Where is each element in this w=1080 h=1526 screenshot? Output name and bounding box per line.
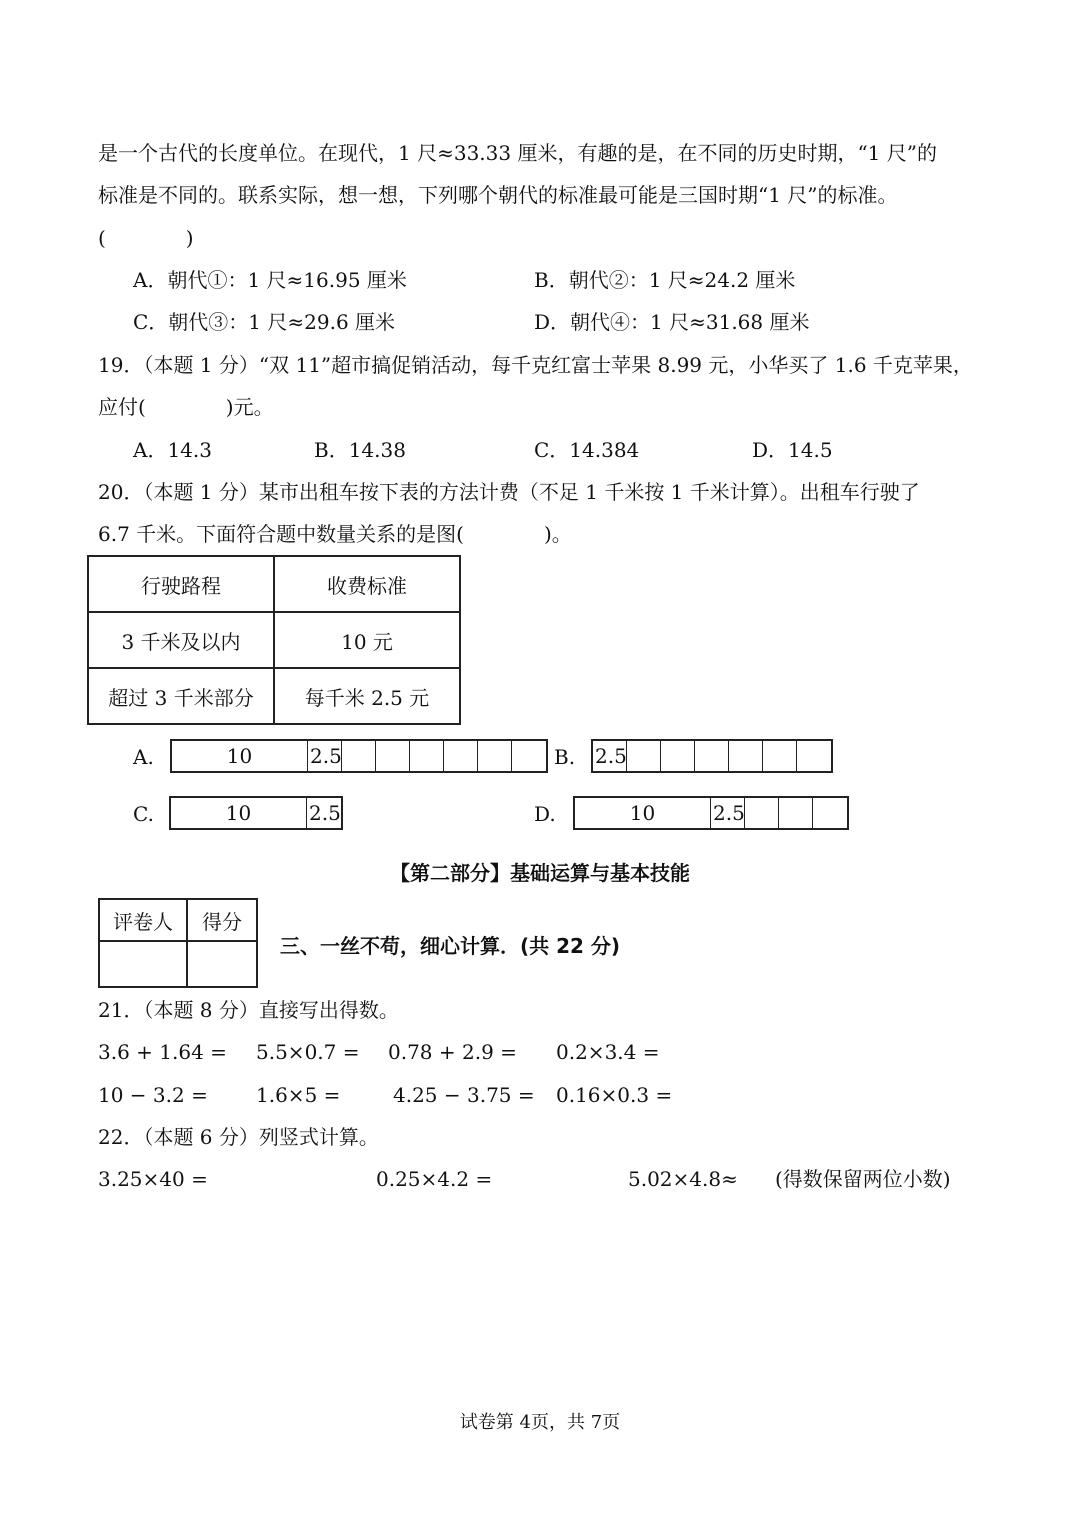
fare-table-cell: 10 元 [274,612,460,668]
bar-extra-km-cell [729,741,763,771]
bar-extra-km-cell [813,798,847,828]
fare-table-row [88,612,460,668]
grader-header-row [99,899,257,941]
grader-blank-row [99,941,257,987]
fare-table-cell: 每千米 2.5 元 [274,668,460,724]
bar-extra-km-cell [627,741,661,771]
q21-expr: 0.78 + 2.9 = [388,1040,517,1064]
q20-text-line1: 20．（本题 1 分）某市出租车按下表的方法计费（不足 1 千米按 1 千米计算）。出租车行驶了 [98,480,920,504]
q20-option-d-label: D. [534,802,556,826]
bar-extra-km-cell [695,741,729,771]
q20-option-b-label: B. [554,745,576,769]
q18-answer-blank: ( ) [98,226,194,250]
q22-expr: 5.02×4.8≈ [628,1167,738,1191]
q21-expr: 4.25 − 3.75 = [393,1083,535,1107]
fare-table-header-row [88,556,460,612]
q18-text-line1: 是一个古代的长度单位。在现代，1 尺≈33.33 厘米，有趣的是，在不同的历史时期，“1 尺”的 [98,141,937,165]
bar-extra-km-cell [745,798,779,828]
q18-option-d: D．朝代④：1 尺≈31.68 厘米 [534,310,810,334]
q21-expr: 5.5×0.7 = [256,1040,360,1064]
q20-option-b-diagram [591,739,833,773]
score-label: 得分 [187,899,257,941]
q20-text-line2: 6.7 千米。下面符合题中数量关系的是图( )。 [98,522,572,546]
bar-extra-km-cell [779,798,813,828]
q22-expr: 0.25×4.2 = [376,1167,493,1191]
page-footer: 试卷第 4页，共 7页 [459,1412,621,1433]
bar-extra-km-cell [342,741,376,771]
q19-option-b: B．14.38 [314,438,406,462]
q19-text-line2: 应付( )元。 [98,395,274,419]
bar-base-fare-cell: 10 [575,798,711,828]
bar-extra-km-cell [661,741,695,771]
part2-title: 【第二部分】基础运算与基本技能 [390,861,690,885]
bar-extra-km-cell [512,741,546,771]
q22-title: 22．（本题 6 分）列竖式计算。 [98,1125,379,1149]
bar-extra-km-cell: 2.5 [309,801,341,825]
q19-text-line1: 19．（本题 1 分）“双 11”超市搞促销活动，每千克红富士苹果 8.99 元，小华买了 1.6 千克苹果， [98,353,973,377]
q20-option-a-label: A. [133,745,154,769]
grader-blank-cell [99,941,187,987]
q22-rounding-note: (得数保留两位小数) [775,1167,951,1191]
bar-extra-km-cell [797,741,831,771]
q18-option-c: C．朝代③：1 尺≈29.6 厘米 [133,310,396,334]
fare-table-cell: 3 千米及以内 [88,612,274,668]
q20-option-d-diagram [573,796,849,830]
bar-extra-km-cell: 2.5 [308,741,342,771]
q21-expr: 0.2×3.4 = [556,1040,660,1064]
q18-option-b: B．朝代②：1 尺≈24.2 厘米 [534,268,796,292]
bar-base-fare-cell: 10 [172,741,308,771]
q19-option-c: C．14.384 [534,438,640,462]
bar-extra-km-cell [376,741,410,771]
bar-extra-km-cell [444,741,478,771]
bar-extra-km-cell: 2.5 [711,798,745,828]
q21-expr: 3.6 + 1.64 = [98,1040,227,1064]
q19-option-d: D．14.5 [752,438,833,462]
q21-expr: 0.16×0.3 = [556,1083,673,1107]
fare-table-cell: 超过 3 千米部分 [88,668,274,724]
bar-extra-km-cell: 2.5 [593,741,627,771]
q20-option-c-label: C. [133,802,154,826]
fare-table-header-distance: 行驶路程 [88,556,274,612]
bar-base-fare-cell: 10 [171,798,307,828]
bar-extra-km-cell [410,741,444,771]
q22-expr: 3.25×40 = [98,1167,208,1191]
q18-option-a: A．朝代①：1 尺≈16.95 厘米 [133,268,407,292]
bar-extra-km-cell [478,741,512,771]
fare-table [87,555,461,725]
score-blank-cell [187,941,257,987]
q18-text-line2: 标准是不同的。联系实际，想一想，下列哪个朝代的标准最可能是三国时期“1 尺”的标准。 [98,183,898,207]
fare-table-header-fee: 收费标准 [274,556,460,612]
grader-label: 评卷人 [99,899,187,941]
q21-expr: 1.6×5 = [256,1083,341,1107]
bar-extra-km-cell [763,741,797,771]
q20-option-c-diagram [169,796,343,830]
fare-table-row [88,668,460,724]
q21-title: 21．（本题 8 分）直接写出得数。 [98,998,399,1022]
q19-option-a: A．14.3 [133,438,212,462]
q20-option-a-diagram [170,739,548,773]
q21-expr: 10 − 3.2 = [98,1083,208,1107]
grader-score-box [98,898,258,988]
section3-title: 三、一丝不苟，细心计算．(共 22 分) [280,934,621,958]
